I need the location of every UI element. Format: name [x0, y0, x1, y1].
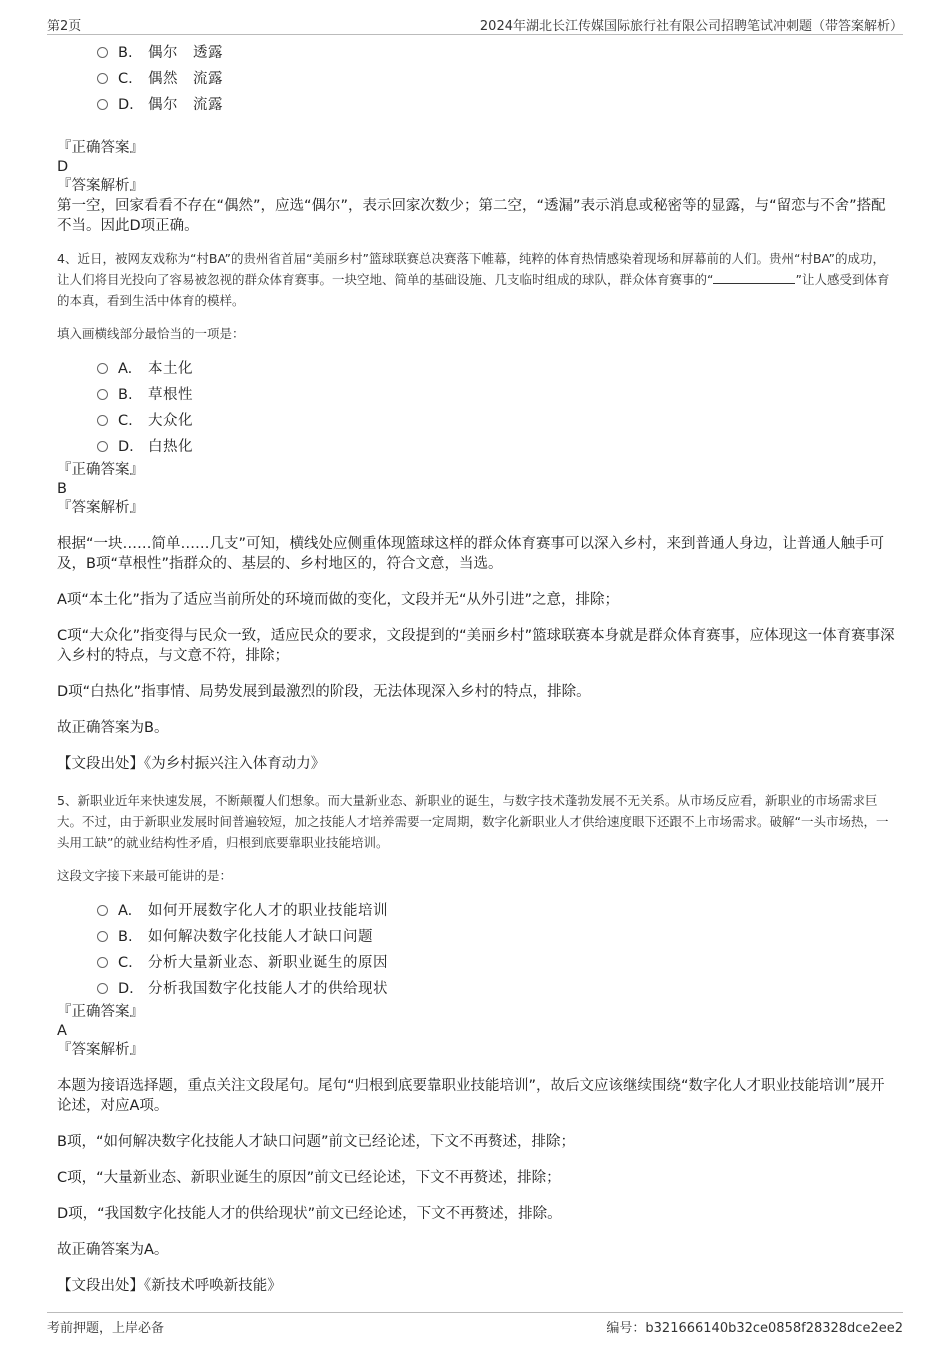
question-3-options	[57, 40, 897, 118]
option-b[interactable]: B. 偶尔 透露	[97, 40, 897, 66]
analysis-paragraph: D项“白热化”指事情、局势发展到最激烈的阶段，无法体现深入乡村的特点，排除。	[57, 684, 591, 700]
analysis-label: 『答案解析』	[57, 178, 144, 194]
option-b[interactable]: B. 如何解决数字化技能人才缺口问题	[97, 924, 897, 950]
answer-value: D	[57, 159, 69, 175]
document-title: 2024年湖北长江传媒国际旅行社有限公司招聘笔试冲刺题（带答案解析）	[479, 19, 903, 34]
radio-icon[interactable]	[97, 363, 108, 374]
radio-icon[interactable]	[97, 957, 108, 968]
source-citation: 【文段出处】《为乡村振兴注入体育动力》	[57, 756, 326, 772]
radio-icon[interactable]	[97, 931, 108, 942]
radio-icon[interactable]	[97, 99, 108, 110]
option-d[interactable]: D. 偶尔 流露	[97, 92, 897, 118]
question-4-prompt: 填入画横线部分最恰当的一项是：	[57, 326, 245, 341]
analysis-paragraph: A项“本土化”指为了适应当前所处的环境而做的变化，文段并无“从外引进”之意，排除；	[57, 592, 619, 608]
option-d[interactable]: D. 分析我国数字化技能人才的供给现状	[97, 976, 897, 1002]
answer-value: B	[57, 481, 67, 497]
question-4-options	[57, 356, 897, 460]
analysis-paragraph: 故正确答案为B。	[57, 720, 169, 736]
option-a[interactable]: A. 如何开展数字化人才的职业技能培训	[97, 898, 897, 924]
analysis-paragraph: C项“大众化”指变得与民众一致，适应民众的要求，文段提到的“美丽乡村”篮球联赛本身就是群众体育赛事，应体现这一体育赛事深入乡村的特点，与文意不符，排除；	[57, 628, 895, 664]
radio-icon[interactable]	[97, 389, 108, 400]
analysis-text: 第一空，回家看看不存在“偶然”，应选“偶尔”，表示回家次数少；第二空，“透漏”表示消息或秘密等的显露，与“留恋与不舍”搭配不当。因此D项正确。	[57, 198, 886, 234]
option-d[interactable]: D. 白热化	[97, 434, 897, 460]
analysis-paragraph: D项，“我国数字化技能人才的供给现状”前文已经论述，下文不再赘述，排除。	[57, 1206, 562, 1222]
option-c[interactable]: C. 分析大量新业态、新职业诞生的原因	[97, 950, 897, 976]
page-header	[47, 14, 903, 35]
radio-icon[interactable]	[97, 983, 108, 994]
question-5-prompt: 这段文字接下来最可能讲的是：	[57, 868, 233, 883]
document-id: 编号：b321666140b32ce0858f28328dce2ee2	[606, 1321, 903, 1336]
radio-icon[interactable]	[97, 905, 108, 916]
answer-label: 『正确答案』	[57, 462, 144, 478]
analysis-paragraph: C项，“大量新业态、新职业诞生的原因”前文已经论述，下文不再赘述，排除；	[57, 1170, 561, 1186]
answer-label: 『正确答案』	[57, 1004, 144, 1020]
question-4-stem: 4、近日，被网友戏称为“村BA”的贵州省首届“美丽乡村”篮球联赛总决赛落下帷幕，纯粹的体育热情感染着现场和屏幕前的人们。贵州“村BA”的成功，让人们将目光投向了容易被忽视的群众体育赛事。一块空地、简单的基础设施、几支临时组成的球队，群众体育赛事的“ ”让人感受到体育的本真，看到生活中体育的模样。	[57, 251, 890, 308]
analysis-paragraph: 本题为接语选择题，重点关注文段尾句。尾句“归根到底要靠职业技能培训”，故后文应该继续围绕“数字化人才职业技能培训”展开论述，对应A项。	[57, 1078, 885, 1114]
page-number: 第2页	[47, 19, 82, 34]
question-5-options	[57, 898, 897, 1002]
option-b[interactable]: B. 草根性	[97, 382, 897, 408]
option-c[interactable]: C. 偶然 流露	[97, 66, 897, 92]
answer-value: A	[57, 1023, 67, 1039]
option-c[interactable]: C. 大众化	[97, 408, 897, 434]
analysis-label: 『答案解析』	[57, 500, 144, 516]
answer-label: 『正确答案』	[57, 140, 144, 156]
analysis-label: 『答案解析』	[57, 1042, 144, 1058]
footer-slogan: 考前押题，上岸必备	[47, 1321, 165, 1336]
radio-icon[interactable]	[97, 415, 108, 426]
analysis-paragraph: 故正确答案为A。	[57, 1242, 169, 1258]
question-5-stem: 5、新职业近年来快速发展，不断颠覆人们想象。而大量新业态、新职业的诞生，与数字技术蓬勃发展不无关系。从市场反应看，新职业的市场需求巨大。不过，由于新职业发展时间普遍较短，加之技能人才培养需要一定周期，数字化新职业人才供给速度眼下还跟不上市场需求。破解“一头市场热，一头用工缺”的就业结构性矛盾，归根到底要靠职业技能培训。	[57, 793, 889, 850]
source-citation: 【文段出处】《新技术呼唤新技能》	[57, 1278, 282, 1294]
option-a[interactable]: A. 本土化	[97, 356, 897, 382]
analysis-paragraph: B项，“如何解决数字化技能人才缺口问题”前文已经论述，下文不再赘述，排除；	[57, 1134, 575, 1150]
radio-icon[interactable]	[97, 73, 108, 84]
page-content	[57, 40, 897, 1302]
page-footer	[47, 1312, 903, 1340]
fill-blank	[713, 273, 795, 284]
radio-icon[interactable]	[97, 47, 108, 58]
analysis-paragraph: 根据“一块……简单……几支”可知，横线处应侧重体现篮球这样的群众体育赛事可以深入乡村，来到普通人身边，让普通人触手可及，B项“草根性”指群众的、基层的、乡村地区的，符合文意，当选。	[57, 536, 885, 572]
radio-icon[interactable]	[97, 441, 108, 452]
